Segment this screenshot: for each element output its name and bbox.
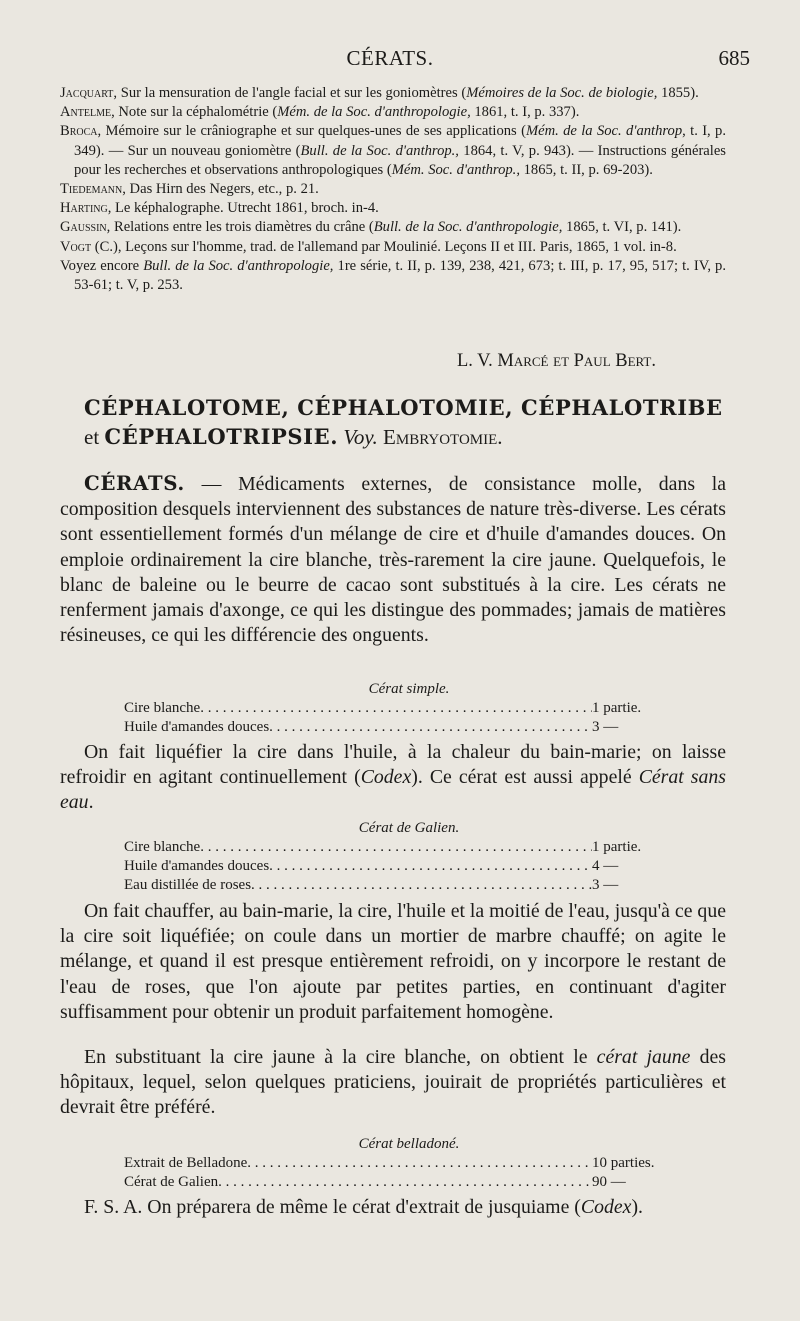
heading-term: CÉPHALOTRIPSIE. [104,424,339,449]
reference-entry: Broca, Mémoire sur le crâniographe et sur quelques-unes de ses applications (Mém. de la Soc. d'anthrop, t. I, p. 349). — Sur un nouveau goniomètre (Bull. de la Soc. d'anthrop., 1864, t. V, p. 943). — Instructions générales pour les recherches et observations anthropologiques (Mém. Soc. d'anthrop., 1865, t. II, p. 69-203). [60,123,727,178]
author-signature: L. V. Marcé et Paul Bert. [456,351,656,371]
recipe-row: Cire blanche . . . 1 partie. [124,699,664,718]
paragraph: On fait liquéfier la cire dans l'huile, à la chaleur du bain-marie; on laisse refroidir en agitant continuellement (Codex). Ce cérat est aussi appelé Cérat sans eau. [60,741,726,814]
paragraph: On fait chauffer, au bain-marie, la cire, l'huile et la moitié de l'eau, jusqu'à ce que la cire soit liquéfiée; on coule dans un mortier de marbre chauffé; on agite le mélange, et quand il est presque entièrement refroidi, on y incorpore le restant de l'eau de roses, que l'on ajoute par petites parties, en continuant d'agiter suffisamment pour obtenir un produit parfaitement homogène. [60,900,726,1023]
reference-entry: Antelme, Note sur la céphalométrie (Mém. de la Soc. d'anthropologie, 1861, t. I, p. 337). [60,104,580,121]
recipe-cerat-belladone [124,1135,664,1192]
recipe-title: Cérat belladoné. [358,1136,460,1152]
entry-term: CÉRATS. [84,471,185,495]
heading-terms: CÉPHALOTOME, CÉPHALOTOMIE, CÉPHALOTRIBE [84,395,723,420]
cross-reference: Embryotomie. [383,425,503,449]
page-header [0,46,800,78]
reference-entry: Jacquart, Sur la mensuration de l'angle facial et sur les goniomètres (Mémoires de la Soc. de biologie, 1855). [60,85,699,101]
reference-entry: Tiedemann, Das Hirn des Negers, etc., p. 21. [60,181,319,198]
recipe-row: Eau distillée de roses . . . 3 — [124,876,664,895]
paragraph: En substituant la cire jaune à la cire blanche, on obtient le cérat jaune des hôpitaux, lequel, selon quelques praticiens, jouirait de propriétés particulières et devrait être préféré. [60,1046,726,1119]
recipe-row: Huile d'amandes douces . . . 3 — [124,718,664,737]
recipe-row: Cérat de Galien . . . 90 — [124,1173,664,1192]
entry-heading [84,395,744,421]
recipe-title: Cérat de Galien. [358,820,460,836]
intro-paragraph: CÉRATS. — Médicaments externes, de consistance molle, dans la composition desquels interviennent des substances de nature très-diverse. Les cérats sont essentiellement formés d'un mélange de cire et d'huile d'amandes douces. On emploie ordinairement la cire blanche, très-rarement la cire jaune. Quelquefois, le blanc de baleine ou le beurre de cacao sont substitués à la cire. Les cérats ne renferment jamais d'axonge, ce qui les distingue des pommades; jamais de matières résineuses, ce qui les différencie des onguents. [60,471,726,647]
recipe-row: Cire blanche . . . 1 partie. [124,838,664,857]
running-title: CÉRATS. [346,46,434,70]
recipe-title: Cérat simple. [368,681,450,697]
reference-entry: Harting, Le képhalographe. Utrecht 1861, broch. in-4. [60,200,379,217]
page-number: 685 [718,46,750,70]
reference-entry: Gaussin, Relations entre les trois diamètres du crâne (Bull. de la Soc. d'anthropologie, 1865, t. VI, p. 141). [60,219,682,236]
recipe-row: Huile d'amandes douces . . . 4 — [124,857,664,876]
reference-entry: Vogt (C.), Leçons sur l'homme, trad. de l'allemand par Moulinié. Leçons II et III. Paris, 1865, 1 vol. in-8. [60,238,677,255]
recipe-cerat-simple [124,680,664,737]
bibliography [60,84,726,295]
recipe-row: Extrait de Belladone . . . 10 parties. [124,1154,664,1173]
paragraph: F. S. A. On préparera de même le cérat d'extrait de jusquiame (Codex). [84,1196,643,1218]
reference-entry: Voyez encore Bull. de la Soc. d'anthropologie, 1re série, t. II, p. 139, 238, 421, 673; t. III, p. 17, 95, 517; t. IV, p. 53-61; t. V, p. 253. [60,257,726,294]
recipe-cerat-galien [124,819,664,895]
entry-heading-continued: et CÉPHALOTRIPSIE. Voy. Embryotomie. [84,424,503,449]
